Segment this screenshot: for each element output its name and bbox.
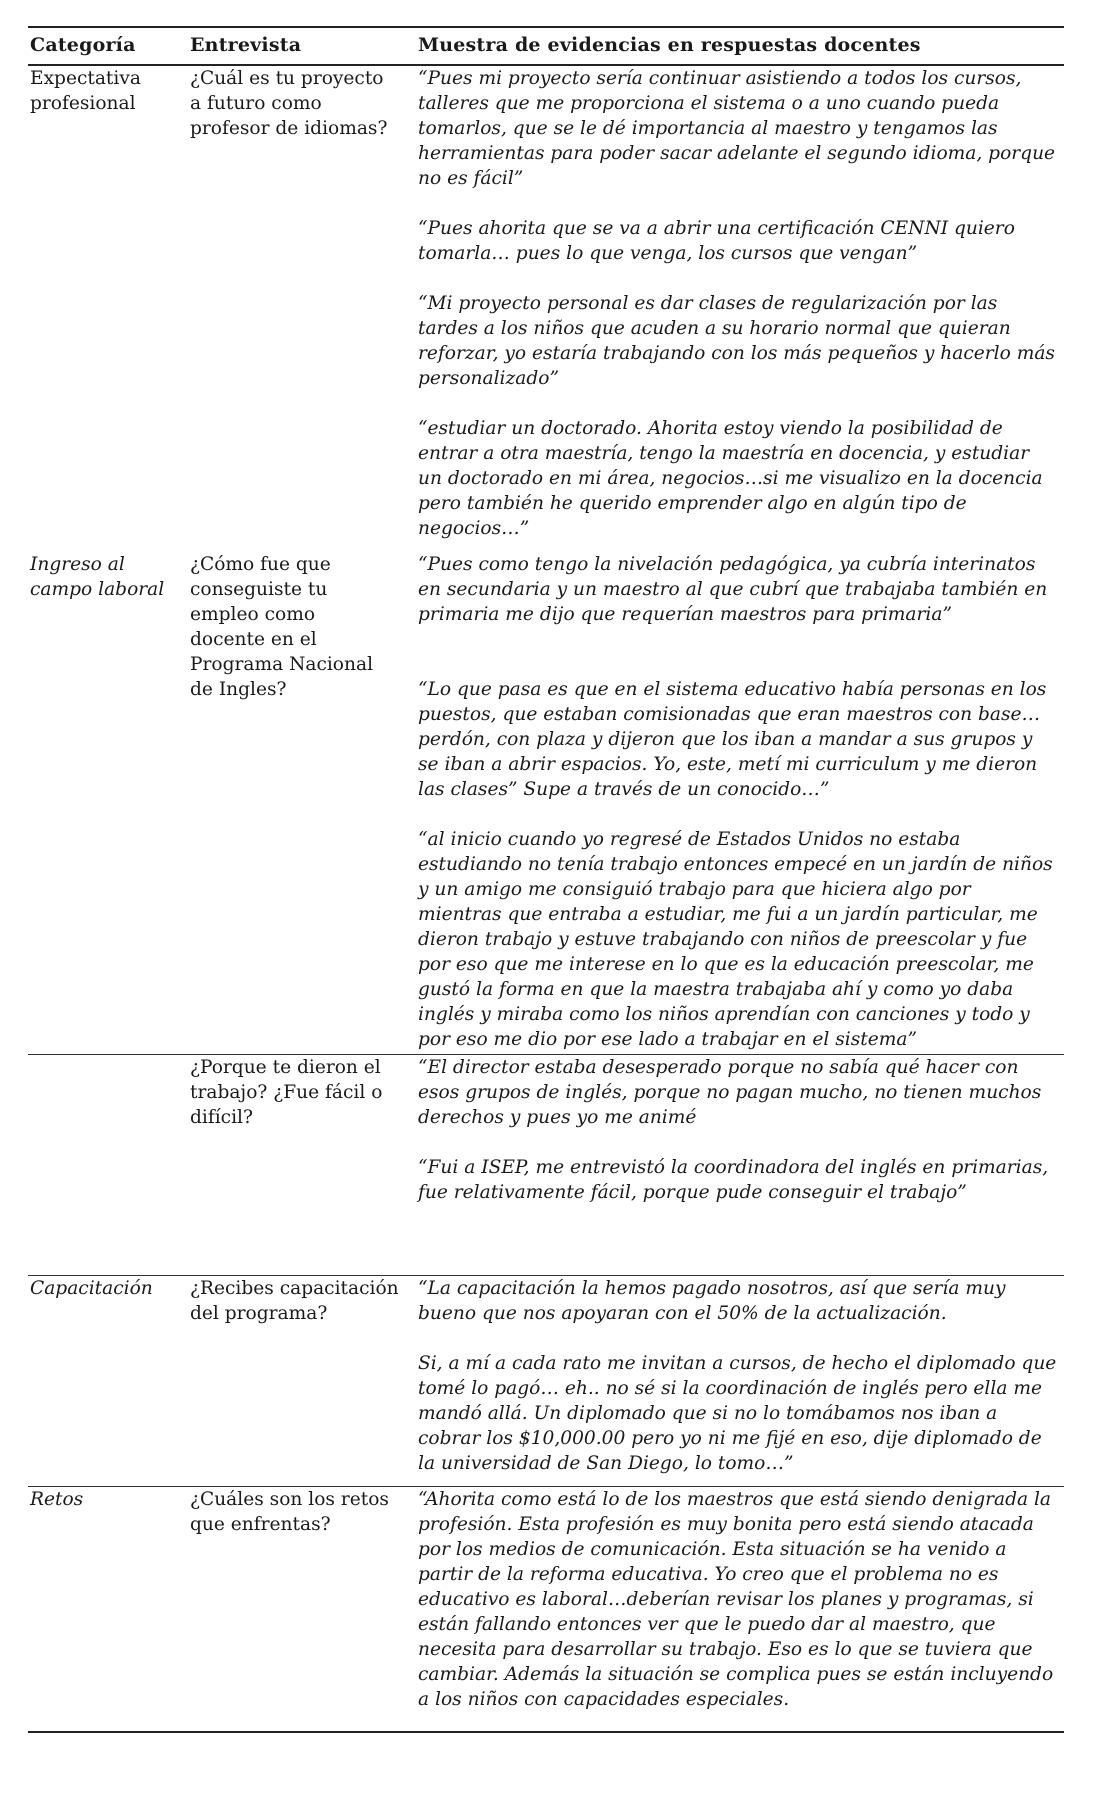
- question-cell: ¿Porque te dieron el trabajo? ¿Fue fácil o difícil?: [190, 1057, 383, 1128]
- evidence-quote: “Pues ahorita que se va a abrir una certificación CENNI quiero tomarla… pues lo que venga, los cursos que vengan”: [418, 218, 1015, 264]
- header-entrevista: Entrevista: [190, 34, 302, 56]
- evidence-cell: [418, 1487, 1058, 1712]
- header-muestra: Muestra de evidencias en respuestas docentes: [418, 34, 921, 56]
- category-cell: Expectativa profesional: [30, 68, 141, 114]
- table-row: [28, 1486, 1064, 1733]
- evidence-quote: “Mi proyecto personal es dar clases de regularización por las tardes a los niños que acuden a su horario normal que quieran reforzar, yo estaría trabajando con los más pequeños y hacerlo más personalizado”: [418, 293, 1055, 389]
- table-row: [28, 1275, 1064, 1486]
- evidence-cell: [418, 552, 1058, 1052]
- evidence-quote: “Lo que pasa es que en el sistema educativo había personas en los puestos, que estaban comisionadas que eran maestros con base… perdón, con plaza y dijeron que los iban a mandar a sus grupos y se iban a abrir espacios. Yo, este, metí mi curriculum y me dieron las clases” Supe a través de un conocido…”: [418, 679, 1047, 800]
- evidence-quote: “Fui a ISEP, me entrevistó la coordinadora del inglés en primarias, fue relativamente fácil, porque pude conseguir el trabajo”: [418, 1157, 1049, 1203]
- evidence-cell: [418, 1276, 1058, 1476]
- question-cell: ¿Cuál es tu proyecto a futuro como profesor de idiomas?: [190, 68, 388, 139]
- evidence-quote: “estudiar un doctorado. Ahorita estoy viendo la posibilidad de entrar a otra maestría, tengo la maestría en docencia, y estudiar un doctorado en mi área, negocios…si me visualizo en la docencia pero también he querido emprender algo en algún tipo de negocios…”: [418, 418, 1043, 539]
- table-row: [28, 552, 1064, 1054]
- evidence-quote: “La capacitación la hemos pagado nosotros, así que sería muy bueno que nos apoyaran con el 50% de la actualización.: [418, 1278, 1006, 1324]
- evidence-quote: “El director estaba desesperado porque no sabía qué hacer con esos grupos de inglés, porque no pagan mucho, no tienen muchos derechos y pues yo me animé: [418, 1057, 1042, 1128]
- evidence-quote: “Pues mi proyecto sería continuar asistiendo a todos los cursos, talleres que me proporciona el sistema o a uno cuando pueda tomarlos, que se le dé importancia al maestro y tengamos las herramientas para poder sacar adelante el segundo idioma, porque no es fácil”: [418, 68, 1056, 189]
- question-cell: ¿Cómo fue que conseguiste tu empleo como docente en el Programa Nacional de Ingles?: [190, 554, 374, 700]
- evidence-cell: [418, 66, 1058, 541]
- table-row: [28, 66, 1064, 552]
- evidence-quote: Si, a mí a cada rato me invitan a cursos, de hecho el diplomado que tomé lo pagó… eh.. no sé si la coordinación de inglés pero ella me mandó allá. Un diplomado que si no lo tomábamos nos iban a cobrar los $10,000.00 pero yo ni me fijé en eso, dije diplomado de la universidad de San Diego, lo tomo…”: [418, 1353, 1057, 1474]
- evidence-quote: “al inicio cuando yo regresé de Estados Unidos no estaba estudiando no tenía trabajo entonces empecé en un jardín de niños y un amigo me consiguió trabajo para que hiciera algo por mientras que entraba a estudiar, me fui a un jardín particular, me dieron trabajo y estuve trabajando con niños de preescolar y fue por eso que me interese en lo que es la educación preescolar, me gustó la forma en que la maestra trabajaba ahí y como yo daba inglés y miraba como los niños aprendían con canciones y todo y por eso me dio por ese lado a trabajar en el sistema”: [418, 829, 1053, 1050]
- header-categoria: Categoría: [30, 34, 136, 56]
- category-cell: Capacitación: [30, 1278, 153, 1299]
- category-cell: Retos: [30, 1489, 84, 1510]
- table-row: [28, 1054, 1064, 1275]
- question-cell: ¿Cuáles son los retos que enfrentas?: [190, 1489, 389, 1535]
- evidence-cell: [418, 1055, 1058, 1205]
- evidence-table: [28, 26, 1064, 1733]
- table-header: [28, 26, 1064, 66]
- category-cell: Ingreso al campo laboral: [30, 554, 165, 600]
- evidence-quote: “Ahorita como está lo de los maestros que está siendo denigrada la profesión. Esta profesión es muy bonita pero está siendo atacada por los medios de comunicación. Esta situación se ha venido a partir de la reforma educativa. Yo creo que el problema no es educativo es laboral…deberían revisar los planes y programas, si están fallando entonces ver que le puedo dar al maestro, que necesita para desarrollar su trabajo. Eso es lo que se tuviera que cambiar. Además la situación se complica pues se están incluyendo a los niños con capacidades especiales.: [418, 1489, 1054, 1710]
- evidence-quote: “Pues como tengo la nivelación pedagógica, ya cubría interinatos en secundaria y un maestro al que cubrí que trabajaba también en primaria me dijo que requerían maestros para primaria”: [418, 554, 1048, 625]
- question-cell: ¿Recibes capacitación del programa?: [190, 1278, 399, 1324]
